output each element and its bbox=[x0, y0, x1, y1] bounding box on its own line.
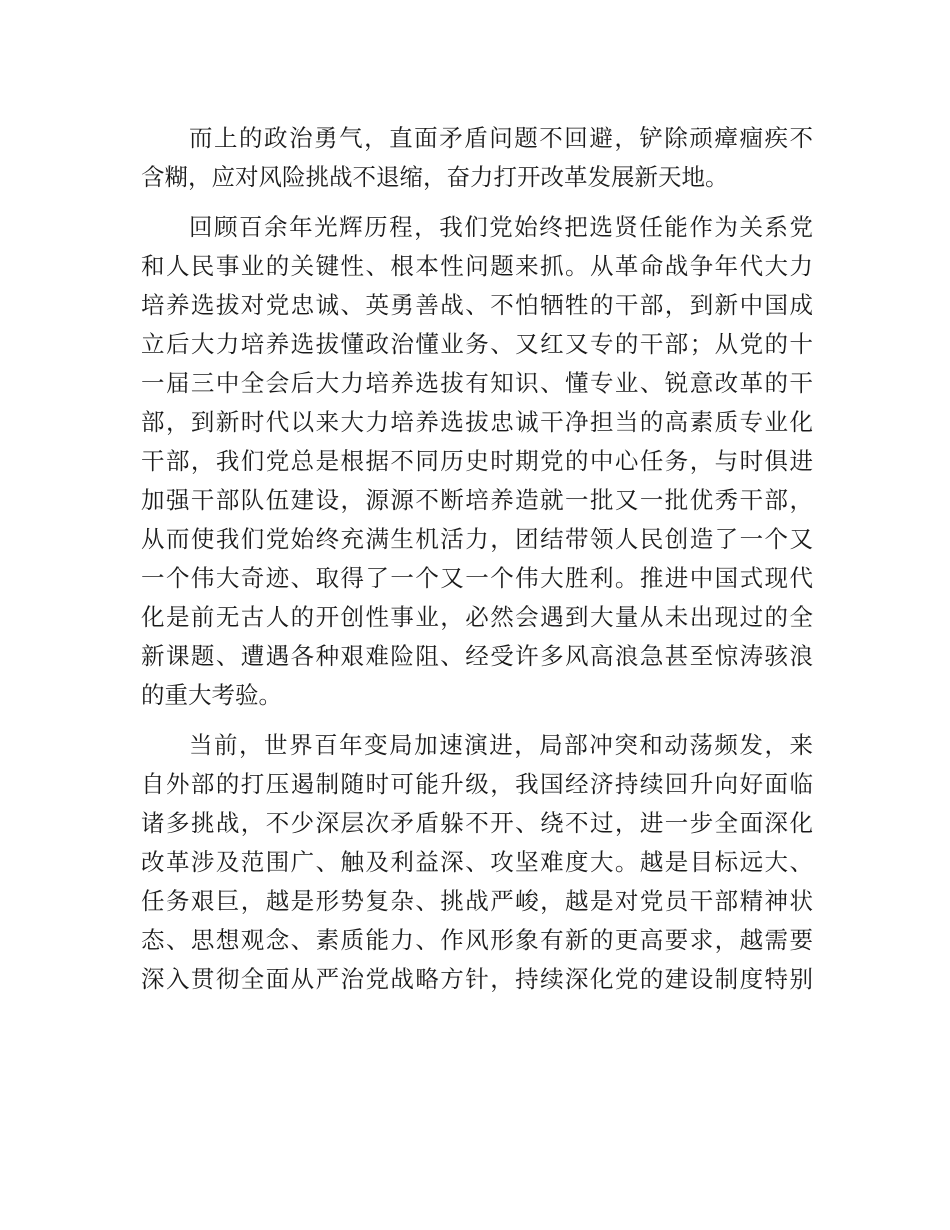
text-line: 深入贯彻全面从严治党战略方针，持续深化党的建设制度特别 bbox=[141, 965, 813, 993]
text-line: 含糊，应对风险挑战不退缩，奋力打开改革发展新天地。 bbox=[141, 163, 729, 191]
text-line: 部，到新时代以来大力培养选拔忠诚干净担当的高素质专业化 bbox=[141, 408, 813, 436]
text-line: 化是前无古人的开创性事业，必然会遇到大量从未出现过的全 bbox=[141, 603, 813, 631]
text-line: 培养选拔对党忠诚、英勇善战、不怕牺牲的干部，到新中国成 bbox=[141, 291, 813, 319]
paragraph-1 bbox=[141, 119, 813, 197]
text-line: 诸多挑战，不少深层次矛盾躲不开、绕不过，进一步全面深化 bbox=[141, 809, 813, 837]
document-body bbox=[141, 119, 813, 1010]
text-line: 新课题、遭遇各种艰难险阻、经受许多风高浪急甚至惊涛骇浪 bbox=[141, 642, 813, 670]
paragraph-3 bbox=[141, 726, 813, 999]
text-line: 当前，世界百年变局加速演进，局部冲突和动荡频发，来 bbox=[189, 731, 813, 759]
text-line: 加强干部队伍建设，源源不断培养造就一批又一批优秀干部， bbox=[141, 486, 813, 514]
text-line: 立后大力培养选拔懂政治懂业务、又红又专的干部；从党的十 bbox=[141, 330, 813, 358]
text-line: 任务艰巨，越是形势复杂、挑战严峻，越是对党员干部精神状 bbox=[141, 887, 813, 915]
text-line: 改革涉及范围广、触及利益深、攻坚难度大。越是目标远大、 bbox=[141, 848, 813, 876]
text-line: 的重大考验。 bbox=[141, 681, 282, 709]
text-line: 而上的政治勇气，直面矛盾问题不回避，铲除顽瘴痼疾不 bbox=[189, 124, 813, 152]
text-line: 一个伟大奇迹、取得了一个又一个伟大胜利。推进中国式现代 bbox=[141, 564, 813, 592]
paragraph-2 bbox=[141, 208, 813, 715]
text-line: 干部，我们党总是根据不同历史时期党的中心任务，与时俱进 bbox=[141, 447, 813, 475]
text-line: 自外部的打压遏制随时可能升级，我国经济持续回升向好面临 bbox=[141, 770, 813, 798]
text-line: 从而使我们党始终充满生机活力，团结带领人民创造了一个又 bbox=[141, 525, 813, 553]
text-line: 和人民事业的关键性、根本性问题来抓。从革命战争年代大力 bbox=[141, 252, 813, 280]
text-line: 态、思想观念、素质能力、作风形象有新的更高要求，越需要 bbox=[141, 926, 813, 954]
text-line: 一届三中全会后大力培养选拔有知识、懂专业、锐意改革的干 bbox=[141, 369, 813, 397]
text-line: 回顾百余年光辉历程，我们党始终把选贤任能作为关系党 bbox=[189, 213, 813, 241]
